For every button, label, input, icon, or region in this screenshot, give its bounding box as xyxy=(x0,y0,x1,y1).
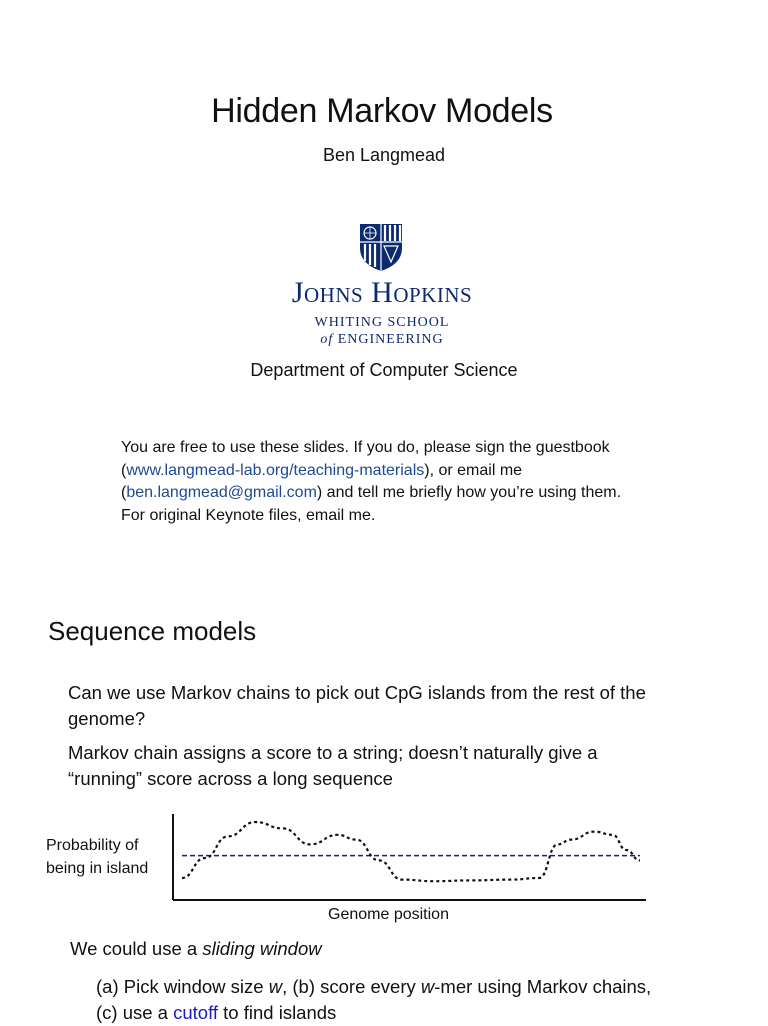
paragraph-running-score: Markov chain assigns a score to a string; doesn’t naturally give a “running” score across a long sequence xyxy=(68,742,598,789)
sliding-window-sentence: We could use a sliding window xyxy=(70,938,322,959)
notice-text-3: ) and tell me briefly how you’re using them. For original Keynote files, email me. xyxy=(121,484,622,524)
sliding-window-term: sliding window xyxy=(202,938,322,959)
jhu-shield-icon xyxy=(358,222,404,272)
chart-x-label: Genome position xyxy=(328,906,449,923)
notice-text-1: You are free to use these slides. If you do, please sign the guestbook ( xyxy=(121,439,610,479)
cutoff-term: cutoff xyxy=(173,1002,219,1023)
logo-school-engineering: ENGINEERING xyxy=(337,332,444,347)
logo-school xyxy=(0,314,764,348)
section-title: Sequence models xyxy=(48,616,257,646)
guestbook-link[interactable]: www.langmead-lab.org/teaching-materials xyxy=(126,461,425,479)
logo-school-prefix: of xyxy=(320,332,334,347)
page-title: Hidden Markov Models xyxy=(211,92,553,130)
chart-y-label: Probability of being in island xyxy=(46,837,149,877)
sliding-window-chart xyxy=(168,808,652,906)
notice-text-2: ), or email me ( xyxy=(121,461,523,501)
author-name: Ben Langmead xyxy=(322,145,446,165)
email-link[interactable]: ben.langmead@gmail.com xyxy=(126,484,317,501)
logo-school-line1: WHITING SCHOOL xyxy=(314,315,450,330)
department-name: Department of Computer Science xyxy=(250,360,518,380)
logo-wordmark: Johns Hopkins xyxy=(291,276,473,309)
usage-notice xyxy=(121,437,641,527)
paragraph-cpg-question: Can we use Markov chains to pick out CpG islands from the rest of the genome? xyxy=(68,682,646,729)
logo-school-line2 xyxy=(0,331,764,348)
steps-list: (a) Pick window size w, (b) score every w-mer using Markov chains, (c) use a cutoff to find islands xyxy=(96,976,652,1023)
chart-score-line xyxy=(182,822,640,881)
